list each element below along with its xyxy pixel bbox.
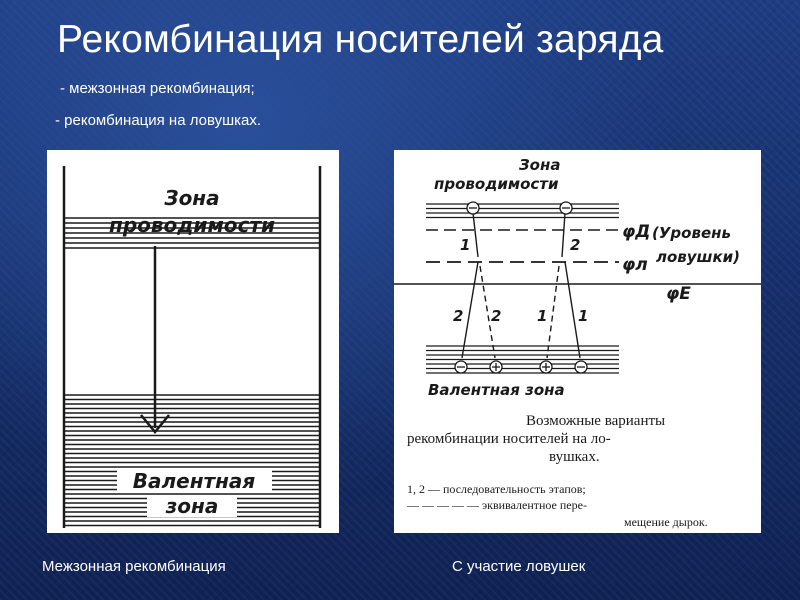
step-arrow-left-2: [462, 262, 478, 358]
step-label: 1: [578, 307, 589, 325]
step-arrow-right-1: [562, 213, 565, 257]
cb-label-line2: проводимости: [109, 213, 275, 237]
slide-title: Рекомбинация носителей заряда: [57, 18, 664, 61]
trap-level-label-line1: (Уровень: [652, 224, 731, 242]
phi-l-label: φл: [622, 255, 648, 275]
trap-level-label-line2: ловушки): [656, 248, 741, 266]
cb-label-line1: Зона: [164, 186, 220, 210]
vb-label-line1: Валентная: [132, 469, 256, 493]
phi-d-label: φД: [622, 222, 651, 242]
legend-line2: — — — — — эквивалентное пере-: [407, 498, 587, 512]
trap-diagram-panel: [394, 150, 761, 533]
caption-interband: Межзонная рекомбинация: [42, 558, 226, 575]
interband-diagram: [47, 150, 339, 533]
step-label: 1: [537, 307, 548, 325]
caption-traps: С участие ловушек: [452, 558, 586, 575]
cb-label-line2: проводимости: [434, 175, 559, 193]
step-label: 2: [491, 307, 502, 325]
vb-label: Валентная зона: [428, 381, 565, 399]
step-label: 2: [453, 307, 464, 325]
hole-path-right: [547, 266, 559, 358]
trap-diagram: [394, 150, 761, 533]
step-label: 1: [460, 236, 471, 254]
step-label: 2: [570, 236, 581, 254]
conduction-band-lines: [426, 204, 619, 218]
phi-e-label: φE: [666, 284, 691, 304]
bullet-interband: - межзонная рекомбинация;: [60, 80, 255, 97]
legend-line1: 1, 2 — последовательность этапов;: [407, 482, 586, 496]
legend-line3: мещение дырок.: [624, 515, 708, 529]
cb-label-line1: Зона: [519, 156, 561, 174]
interband-diagram-panel: [47, 150, 339, 533]
vb-label-line2: зона: [165, 494, 219, 518]
trap-caption-line2: рекомбинации носителей на ло-: [407, 431, 611, 447]
trap-caption-line3: вушках.: [549, 449, 600, 465]
bullet-traps: - рекомбинация на ловушках.: [55, 112, 262, 129]
step-arrow-left-1: [473, 213, 478, 257]
trap-caption-line1: Возможные варианты: [526, 413, 666, 429]
